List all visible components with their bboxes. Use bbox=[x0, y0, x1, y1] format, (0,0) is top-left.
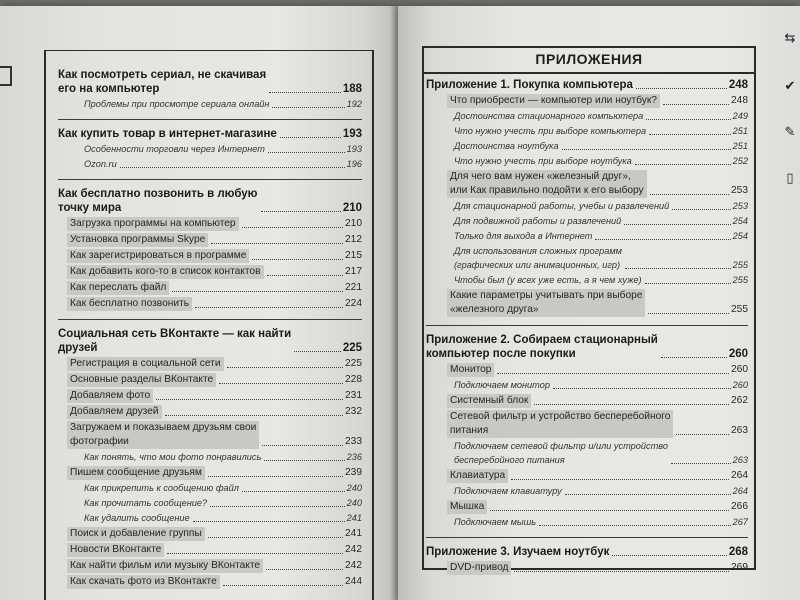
toc-page-number: 264 bbox=[732, 486, 748, 496]
toc-subsection-entry bbox=[426, 109, 748, 123]
toc-chapter bbox=[58, 68, 362, 96]
dot-leader bbox=[645, 283, 731, 284]
toc-entry-title: Как купить товар в интернет-магазине bbox=[58, 128, 277, 140]
toc-entry-title: Новости ВКонтакте bbox=[67, 543, 164, 557]
toc-entry-title: Как зарегистрироваться в программе bbox=[67, 249, 249, 263]
dot-leader bbox=[211, 243, 343, 244]
toc-page-number: 267 bbox=[732, 517, 748, 527]
toc-section bbox=[58, 127, 362, 171]
toc-section bbox=[58, 187, 362, 311]
dot-leader bbox=[280, 137, 341, 138]
dot-leader bbox=[648, 313, 729, 314]
toc-entry-title: Регистрация в социальной сети bbox=[67, 357, 224, 371]
toc-page-number: 231 bbox=[345, 390, 362, 401]
dot-leader bbox=[266, 569, 343, 570]
dot-leader bbox=[663, 104, 729, 105]
toc-section-entry bbox=[58, 373, 362, 387]
toc-entry-title: Добавляем друзей bbox=[67, 405, 162, 419]
toc-subsection-entry bbox=[426, 515, 748, 529]
toc-page-number: 260 bbox=[731, 364, 748, 375]
dot-leader bbox=[120, 167, 345, 168]
toc-entry-title: Только для выхода в Интернет bbox=[454, 231, 593, 241]
toc-page-number: 193 bbox=[342, 128, 362, 140]
dot-leader bbox=[219, 383, 343, 384]
dot-leader bbox=[539, 525, 731, 526]
toc-section-entry bbox=[426, 561, 748, 575]
toc-page-number: 240 bbox=[346, 483, 362, 493]
dot-leader bbox=[210, 506, 345, 507]
toc-entry-title: Как удалить сообщение bbox=[84, 513, 190, 523]
toc-page-number: 268 bbox=[728, 546, 748, 558]
toc-page-number: 212 bbox=[345, 234, 362, 245]
dot-leader bbox=[156, 399, 343, 400]
toc-page-number: 210 bbox=[342, 202, 362, 214]
toc-section-entry bbox=[58, 297, 362, 311]
toc-entry-title: Как прикрепить к сообщению файл bbox=[84, 483, 239, 493]
dot-leader bbox=[195, 307, 343, 308]
toc-subsection-entry bbox=[58, 450, 362, 464]
toc-entry-title: Для использования сложных программ (графических или анимационных, игр) bbox=[454, 246, 622, 270]
dot-leader bbox=[671, 463, 731, 464]
dot-leader bbox=[227, 367, 343, 368]
edge-icons bbox=[778, 26, 800, 226]
toc-page-number: 263 bbox=[732, 455, 748, 465]
section-divider bbox=[426, 325, 748, 326]
right-page bbox=[398, 6, 800, 600]
toc-entry-title: Системный блок bbox=[447, 394, 531, 408]
toc-subsection-entry bbox=[58, 511, 362, 525]
toc-page-number: 232 bbox=[345, 406, 362, 417]
toc-page-number: 255 bbox=[731, 304, 748, 315]
toc-chapter bbox=[58, 187, 362, 215]
dot-leader bbox=[612, 555, 726, 556]
dot-leader bbox=[490, 510, 729, 511]
toc-entry-title: Социальная сеть ВКонтакте — как найти друзей bbox=[58, 328, 292, 354]
toc-subsection-entry bbox=[58, 157, 362, 171]
toc-section-entry bbox=[426, 363, 748, 377]
toc-entry-title: Как добавить кого-то в список контактов bbox=[67, 265, 264, 279]
toc-subsection-entry bbox=[426, 439, 748, 467]
toc-entry-title: Клавиатура bbox=[447, 469, 508, 483]
dot-leader bbox=[514, 571, 729, 572]
dot-leader bbox=[676, 434, 729, 435]
dot-leader bbox=[223, 585, 343, 586]
toc-page-number: 260 bbox=[732, 380, 748, 390]
dot-leader bbox=[497, 373, 729, 374]
toc-entry-title: Что приобрести — компьютер или ноутбук? bbox=[447, 94, 660, 108]
dot-leader bbox=[595, 239, 730, 240]
toc-section-entry bbox=[58, 421, 362, 449]
toc-entry-title: Монитор bbox=[447, 363, 494, 377]
toc-subsection-entry bbox=[426, 214, 748, 228]
toc-entry-title: Чтобы был (у всех уже есть, а я чем хуже) bbox=[454, 275, 642, 285]
dot-leader bbox=[268, 152, 345, 153]
left-page bbox=[0, 6, 398, 600]
toc-entry-title: DVD-привод bbox=[447, 561, 511, 575]
toc-section-entry bbox=[58, 389, 362, 403]
toc-subsection-entry bbox=[426, 199, 748, 213]
toc-entry-title: Для чего вам нужен «железный друг», или Как правильно подойти к его выбору bbox=[447, 170, 647, 198]
appendix-header: ПРИЛОЖЕНИЯ bbox=[422, 46, 756, 74]
toc-section-entry bbox=[58, 217, 362, 231]
toc-entry-title: Особенности торговли через Интернет bbox=[84, 144, 265, 154]
toc-section-entry bbox=[58, 281, 362, 295]
monitor-arrow-icon: ⇆ bbox=[784, 30, 796, 45]
toc-chapter bbox=[426, 545, 748, 559]
dot-leader bbox=[650, 194, 729, 195]
toc-page-number: 244 bbox=[345, 576, 362, 587]
toc-section-entry bbox=[58, 527, 362, 541]
dot-leader bbox=[208, 537, 343, 538]
toc-entry-title: Достоинства стационарного компьютера bbox=[454, 111, 644, 121]
toc-subsection-entry bbox=[58, 481, 362, 495]
toc-page-number: 192 bbox=[346, 99, 362, 109]
dot-leader bbox=[264, 460, 344, 461]
toc-section bbox=[426, 333, 748, 529]
section-divider bbox=[58, 179, 362, 180]
toc-section-entry bbox=[426, 170, 748, 198]
toc-entry-title: Пишем сообщение друзьям bbox=[67, 466, 205, 480]
toc-section-entry bbox=[58, 559, 362, 573]
section-divider bbox=[58, 319, 362, 320]
toc-section-entry bbox=[426, 289, 748, 317]
dot-leader bbox=[294, 351, 341, 352]
toc-page-number: 254 bbox=[732, 231, 748, 241]
toc-entry-title: Основные разделы ВКонтакте bbox=[67, 373, 216, 387]
toc-entry-title: Как понять, что мои фото понравились bbox=[84, 452, 262, 462]
toc-chapter bbox=[58, 327, 362, 355]
toc-entry-title: Подключаем мышь bbox=[454, 517, 537, 527]
dot-leader bbox=[208, 476, 343, 477]
checkmark-icon: ✔ bbox=[784, 78, 796, 93]
dot-leader bbox=[242, 227, 343, 228]
toc-entry-title: Как бесплатно позвонить в любую точку мира bbox=[58, 188, 258, 214]
dot-leader bbox=[262, 445, 343, 446]
toc-subsection-entry bbox=[58, 97, 362, 111]
dot-leader bbox=[553, 388, 731, 389]
toc-page-number: 253 bbox=[731, 185, 748, 196]
toc-entry-title: Загрузка программы на компьютер bbox=[67, 217, 239, 231]
toc-section bbox=[426, 545, 748, 575]
toc-subsection-entry bbox=[426, 229, 748, 243]
toc-page-number: 264 bbox=[731, 470, 748, 481]
edit-icon: ✎ bbox=[784, 124, 796, 139]
toc-page-number: 251 bbox=[732, 141, 748, 151]
dot-leader bbox=[562, 149, 731, 150]
dot-leader bbox=[625, 268, 731, 269]
toc-section-entry bbox=[58, 249, 362, 263]
toc-page-number: 263 bbox=[731, 425, 748, 436]
dot-leader bbox=[672, 209, 730, 210]
toc-section bbox=[426, 78, 748, 317]
toc-page-number: 217 bbox=[345, 266, 362, 277]
toc-entry-title: Загружаем и показываем друзьям свои фотографии bbox=[67, 421, 259, 449]
toc-section-entry bbox=[58, 265, 362, 279]
document-icon: ▯ bbox=[786, 170, 794, 185]
dot-leader bbox=[261, 211, 341, 212]
toc-page-number: 228 bbox=[345, 374, 362, 385]
toc-chapter bbox=[426, 333, 748, 361]
toc-entry-title: Установка программы Skype bbox=[67, 233, 208, 247]
toc-entry-title: Добавляем фото bbox=[67, 389, 153, 403]
toc-page-number: 255 bbox=[732, 275, 748, 285]
toc-section-entry bbox=[426, 394, 748, 408]
toc-section-entry bbox=[426, 469, 748, 483]
dot-leader bbox=[624, 224, 730, 225]
toc-page-number: 224 bbox=[345, 298, 362, 309]
dot-leader bbox=[242, 491, 345, 492]
toc-entry-title: Достоинства ноутбука bbox=[454, 141, 559, 151]
toc-section bbox=[58, 327, 362, 589]
dot-leader bbox=[165, 415, 343, 416]
toc-entry-title: Ozon.ru bbox=[84, 159, 117, 169]
dot-leader bbox=[511, 479, 729, 480]
toc-subsection-entry bbox=[426, 139, 748, 153]
toc-entry-title: Сетевой фильтр и устройство бесперебойного питания bbox=[447, 410, 673, 438]
toc-entry-title: Что нужно учесть при выборе компьютера bbox=[454, 126, 647, 136]
toc-section-entry bbox=[426, 500, 748, 514]
toc-section-entry bbox=[58, 233, 362, 247]
left-toc bbox=[58, 68, 362, 597]
dot-leader bbox=[172, 291, 343, 292]
toc-page-number: 269 bbox=[731, 562, 748, 573]
dot-leader bbox=[269, 92, 341, 93]
toc-entry-title: Мышка bbox=[447, 500, 487, 514]
toc-entry-title: Приложение 2. Собираем стационарный компьютер после покупки bbox=[426, 334, 658, 360]
toc-entry-title: Что нужно учесть при выборе ноутбука bbox=[454, 156, 632, 166]
toc-entry-title: Как найти фильм или музыку ВКонтакте bbox=[67, 559, 263, 573]
toc-section-entry bbox=[58, 466, 362, 480]
toc-entry-title: Для подвижной работы и развлечений bbox=[454, 216, 622, 226]
dot-leader bbox=[252, 259, 343, 260]
toc-page-number: 253 bbox=[732, 201, 748, 211]
toc-page-number: 196 bbox=[346, 159, 362, 169]
toc-subsection-entry bbox=[426, 484, 748, 498]
toc-page-number: 248 bbox=[731, 95, 748, 106]
toc-section bbox=[58, 68, 362, 111]
toc-entry-title: Как переслать файл bbox=[67, 281, 169, 295]
toc-section-entry bbox=[58, 357, 362, 371]
toc-entry-title: Как посмотреть сериал, не скачивая его на компьютер bbox=[58, 69, 267, 95]
toc-page-number: 249 bbox=[732, 111, 748, 121]
toc-chapter bbox=[58, 127, 362, 141]
toc-entry-title: Проблемы при просмотре сериала онлайн bbox=[84, 99, 270, 109]
toc-entry-title: Подключаем сетевой фильтр и/или устройство бесперебойного питания bbox=[454, 441, 668, 465]
dot-leader bbox=[267, 275, 344, 276]
dot-leader bbox=[649, 134, 731, 135]
toc-page-number: 236 bbox=[346, 452, 362, 462]
dot-leader bbox=[272, 107, 344, 108]
dot-leader bbox=[534, 404, 729, 405]
dot-leader bbox=[636, 88, 727, 89]
dot-leader bbox=[167, 553, 343, 554]
toc-section-entry bbox=[58, 405, 362, 419]
toc-entry-title: Как прочитать сообщение? bbox=[84, 498, 208, 508]
toc-subsection-entry bbox=[426, 124, 748, 138]
toc-page-number: 239 bbox=[345, 467, 362, 478]
toc-page-number: 260 bbox=[728, 348, 748, 360]
toc-section-entry bbox=[58, 575, 362, 589]
toc-chapter bbox=[426, 78, 748, 92]
toc-entry-title: Приложение 1. Покупка компьютера bbox=[426, 79, 633, 91]
toc-page-number: 225 bbox=[342, 342, 362, 354]
toc-entry-title: Подключаем клавиатуру bbox=[454, 486, 562, 496]
toc-page-number: 255 bbox=[732, 260, 748, 270]
toc-subsection-entry bbox=[58, 142, 362, 156]
toc-page-number: 215 bbox=[345, 250, 362, 261]
toc-subsection-entry bbox=[426, 273, 748, 287]
dot-leader bbox=[565, 494, 731, 495]
toc-section-entry bbox=[426, 410, 748, 438]
section-divider bbox=[58, 119, 362, 120]
toc-page-number: 221 bbox=[345, 282, 362, 293]
page-edge-icon bbox=[0, 66, 12, 86]
toc-page-number: 248 bbox=[728, 79, 748, 91]
toc-page-number: 242 bbox=[345, 560, 362, 571]
toc-page-number: 254 bbox=[732, 216, 748, 226]
toc-entry-title: Приложение 3. Изучаем ноутбук bbox=[426, 546, 610, 558]
toc-page-number: 233 bbox=[345, 436, 362, 447]
toc-subsection-entry bbox=[426, 154, 748, 168]
toc-page-number: 188 bbox=[342, 83, 362, 95]
toc-page-number: 210 bbox=[345, 218, 362, 229]
dot-leader bbox=[661, 357, 727, 358]
toc-page-number: 241 bbox=[346, 513, 362, 523]
toc-entry-title: Как скачать фото из ВКонтакте bbox=[67, 575, 220, 589]
toc-entry-title: Как бесплатно позвонить bbox=[67, 297, 192, 311]
dot-leader bbox=[635, 164, 731, 165]
dot-leader bbox=[646, 119, 730, 120]
dot-leader bbox=[193, 521, 345, 522]
toc-subsection-entry bbox=[58, 496, 362, 510]
toc-page-number: 252 bbox=[732, 156, 748, 166]
toc-entry-title: Для стационарной работы, учебы и развлечений bbox=[454, 201, 670, 211]
toc-page-number: 266 bbox=[731, 501, 748, 512]
toc-page-number: 241 bbox=[345, 528, 362, 539]
right-toc bbox=[426, 78, 748, 583]
toc-page-number: 242 bbox=[345, 544, 362, 555]
toc-section-entry bbox=[58, 543, 362, 557]
toc-subsection-entry bbox=[426, 244, 748, 272]
section-divider bbox=[426, 537, 748, 538]
toc-page-number: 193 bbox=[346, 144, 362, 154]
toc-subsection-entry bbox=[426, 378, 748, 392]
toc-entry-title: Поиск и добавление группы bbox=[67, 527, 205, 541]
toc-page-number: 251 bbox=[732, 126, 748, 136]
toc-page-number: 262 bbox=[731, 395, 748, 406]
toc-section-entry bbox=[426, 94, 748, 108]
toc-entry-title: Подключаем монитор bbox=[454, 380, 550, 390]
toc-page-number: 225 bbox=[345, 358, 362, 369]
toc-page-number: 240 bbox=[346, 498, 362, 508]
toc-entry-title: Какие параметры учитывать при выборе «железного друга» bbox=[447, 289, 645, 317]
